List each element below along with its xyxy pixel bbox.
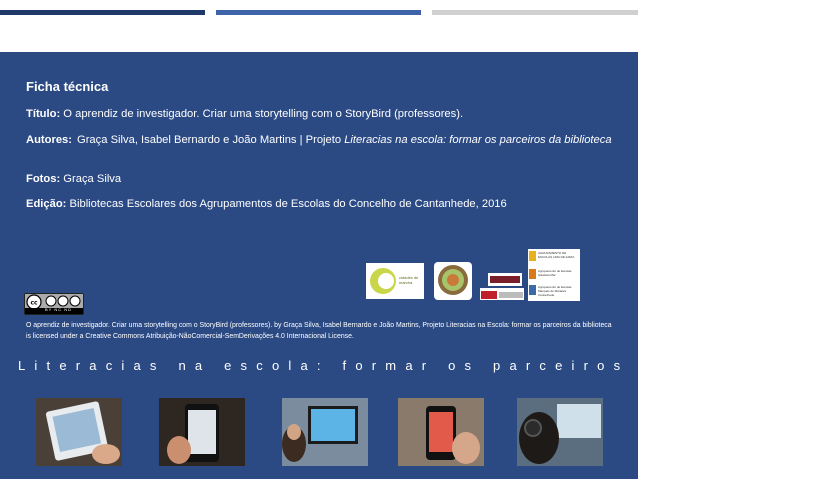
titulo-label: Título: <box>26 108 61 120</box>
slide-body <box>0 52 835 479</box>
license-text: O aprendiz de investigador. Criar uma storytelling com o StoryBird (professores). by Graça Silva, Isabel Bernardo e João Martins, Projeto Literacias na Escola: formar os parceiros da biblioteca is licensed under a Creative Commons Atribuição-NãoComercial-SemDerivações 4.0 Internacional License. <box>26 322 612 340</box>
photo-tablet-1 <box>36 398 122 466</box>
edicao-value: Bibliotecas Escolares dos Agrupamentos de Escolas do Concelho de Cantanhede, 2016 <box>69 198 507 210</box>
svg-text:cc: cc <box>30 299 38 307</box>
top-bar-segment-1 <box>0 10 205 15</box>
photo-computer <box>282 398 368 466</box>
logo-gandara-mar: Agrupamento de Escolas Gândara Mar <box>538 269 572 277</box>
autores-label <box>26 132 72 148</box>
logo-agrupamentos <box>528 249 580 301</box>
top-bar <box>0 0 638 52</box>
edicao-row <box>26 196 507 212</box>
logo-circle <box>434 262 472 300</box>
logo-cidades <box>366 263 424 299</box>
titulo-row <box>26 106 463 122</box>
tagline: Literacias na escola: formar os parceiros da biblioteca <box>18 358 835 373</box>
fotos-row <box>26 171 121 187</box>
titulo-value: O aprendiz de investigador. Criar uma storytelling com o StoryBird (professores). <box>63 108 464 120</box>
fotos-label: Fotos: <box>26 173 61 185</box>
logo-small-1 <box>488 273 522 286</box>
logo-marques-marialva: Agrupamento de Escolas Marquês de Marialva Cantanhede <box>538 285 572 297</box>
logo-small-2 <box>480 288 524 300</box>
ficha-heading: Ficha técnica <box>26 79 109 94</box>
fotos-value: Graça Silva <box>63 173 122 185</box>
cc-badge-text: BY NC ND <box>45 307 73 312</box>
photo-phone <box>159 398 245 466</box>
edicao-label: Edição: <box>26 198 67 210</box>
autores-names: Graça Silva, Isabel Bernardo e João Martins | Projeto <box>77 134 345 146</box>
photo-headphones <box>517 398 603 466</box>
autores-label-text: Autores: <box>26 134 72 146</box>
photo-smartphone <box>398 398 484 466</box>
logo-cidades-text: cidades de marcha <box>399 275 419 285</box>
top-bar-segment-3 <box>432 10 638 15</box>
top-bar-segment-2 <box>216 10 421 15</box>
cc-license-badge[interactable] <box>24 293 84 315</box>
autores-project: Literacias na escola: formar os parceiros da biblioteca <box>344 134 612 146</box>
autores-value <box>77 132 612 148</box>
logo-lima-faria: AGRUPAMENTO DE ESCOLAS LIMA DE FARIA <box>538 251 575 259</box>
